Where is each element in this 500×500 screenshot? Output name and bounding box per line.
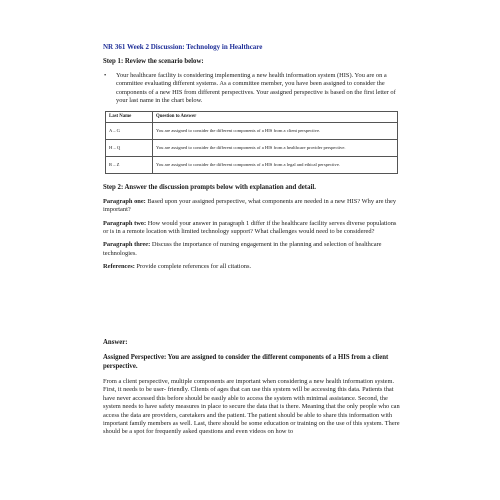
prompt-text: Provide complete references for all citations. bbox=[134, 263, 252, 271]
prompt-references bbox=[103, 263, 403, 271]
prompt-text: Based upon your assigned perspective, what components are needed in a new HIS? Why are they important? bbox=[103, 197, 397, 214]
table-header-row bbox=[106, 112, 398, 123]
table-row bbox=[106, 123, 398, 140]
table-cell-question: You are assigned to consider the different components of a HIS from a legal and ethical perspective. bbox=[153, 157, 398, 174]
step-two-heading: Step 2: Answer the discussion prompts below with explanation and detail. bbox=[103, 184, 316, 192]
prompt-label: References: bbox=[103, 263, 135, 271]
prompt-paragraph-two bbox=[103, 220, 403, 237]
table-row bbox=[106, 140, 398, 157]
scenario-text: Your healthcare facility is considering implementing a new health information system (HIS). You are on a committee evaluating different systems. As a committee member, you have been assigned to consider the components of a new HIS from different perspectives. Your assigned perspective is based on the first letter of your last name in the chart below. bbox=[116, 71, 396, 105]
prompt-paragraph-three bbox=[103, 241, 403, 258]
answer-body: From a client perspective, multiple components are important when considering a new health information system. First, it needs to be user- friendly. Clients of ages that can use this system will be accessing this data. Patients that have never accessed this before should be easily able to access the system with minimal assistance. Second, the system needs to have safety measures in place to secure the data that is there. Meaning that the only people who can access the data are providers, caretakers and the patient. The patient should be able to share this information with important family members as well. Last, there should be some education or training on the use of this system. There should be a spot for frequently asked questions and even videos on how to bbox=[103, 378, 400, 436]
column-header-last-name: Last Name bbox=[106, 112, 153, 123]
answer-section bbox=[103, 339, 403, 437]
perspective-table bbox=[105, 111, 398, 174]
assignment-section bbox=[103, 43, 403, 277]
table-cell-question: You are assigned to consider the different components of a HIS from a client perspective. bbox=[153, 123, 398, 140]
table-cell-range: H – Q bbox=[106, 140, 153, 157]
prompt-paragraph-one bbox=[103, 198, 403, 215]
bullet-icon: • bbox=[104, 71, 107, 79]
prompt-text: Discuss the importance of nursing engagement in the planning and selection of healthcare technologies. bbox=[103, 241, 382, 257]
prompt-label: Paragraph three: bbox=[103, 241, 151, 249]
scenario-bullet bbox=[103, 72, 403, 106]
assigned-perspective: Assigned Perspective: You are assigned to consider the different components of a HIS from a client perspective. bbox=[103, 354, 389, 371]
table-cell-range: R – Z bbox=[106, 157, 153, 174]
answer-heading: Answer: bbox=[103, 339, 128, 346]
column-header-question: Question to Answer bbox=[153, 112, 398, 123]
table-row bbox=[106, 157, 398, 174]
document-title: NR 361 Week 2 Discussion: Technology in Healthcare bbox=[103, 43, 263, 51]
prompt-text: How would your answer in paragraph 1 differ if the healthcare facility serves diverse populations or is in a remote location with limited technology support? What challenges would need to be considered? bbox=[103, 219, 397, 236]
step-one-heading: Step 1: Review the scenario below: bbox=[103, 58, 204, 66]
table-cell-question: You are assigned to consider the different components of a HIS from a healthcare provider perspective. bbox=[153, 140, 398, 157]
table-cell-range: A – G bbox=[106, 123, 153, 140]
prompt-label: Paragraph two: bbox=[103, 219, 147, 227]
prompt-label: Paragraph one: bbox=[103, 197, 146, 205]
